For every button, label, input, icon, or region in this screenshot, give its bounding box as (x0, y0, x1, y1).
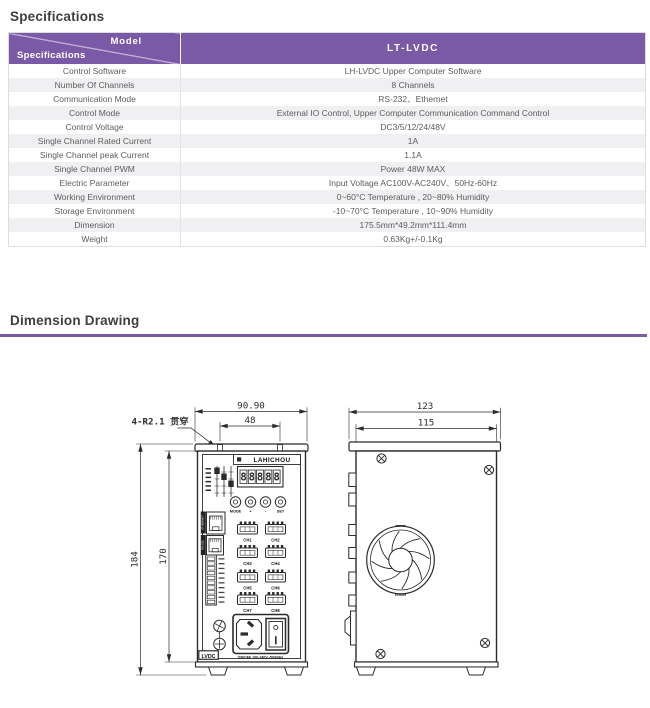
channel-label: CH7 (243, 607, 252, 613)
spec-value: Power 48W MAX (380, 163, 446, 174)
table-row (9, 120, 646, 134)
mode-button-label: MODE (229, 509, 242, 513)
mounting-slot-left (218, 444, 223, 450)
spec-value: RS-232、Ethernet (378, 93, 448, 104)
spec-label: Control Software (9, 64, 181, 78)
spec-value: 8 Channels (391, 79, 435, 90)
table-row (9, 78, 646, 92)
dim-height-inner-label: 170 (158, 547, 169, 565)
dimension-drawing-svg (0, 353, 650, 703)
case-screw-icon (484, 465, 493, 474)
mode-button-icon (230, 496, 240, 506)
channel-label: CH3 (243, 560, 252, 566)
minus-button-icon (260, 496, 270, 506)
rs232-port (200, 535, 223, 555)
model-badge-label: LVDC (201, 653, 216, 660)
plus-button-icon (245, 496, 255, 506)
hole-note-label: 4-R2.1 贯穿 (131, 416, 189, 427)
side-profile-connectors (349, 473, 356, 606)
spec-label: Single Channel Rated Current (9, 134, 181, 148)
rs232-port-label: RS-232 (201, 539, 205, 550)
case-screw-icon (376, 649, 385, 658)
table-row (9, 134, 646, 148)
brand-label: LAHICHOU (253, 456, 291, 464)
side-profile-switch (345, 611, 356, 645)
table-row (9, 92, 646, 106)
spec-label: Communication Mode (9, 92, 181, 106)
table-row (9, 218, 646, 232)
side-base (355, 662, 499, 667)
table-header-row (9, 33, 646, 65)
spec-label: Weight (9, 232, 181, 247)
channel-label: CH8 (271, 607, 280, 613)
spec-label: Control Mode (9, 106, 181, 120)
header-model-column: LT-LVDC (181, 33, 646, 65)
dimension-drawing-heading: Dimension Drawing (10, 313, 140, 328)
dim-height-label: 184 (129, 550, 141, 568)
display-digit: 8 (248, 471, 255, 484)
channel-label: CH1 (243, 537, 252, 542)
set-button-icon (275, 496, 285, 506)
spec-value: 0.63Kg+/-0.1Kg (383, 233, 443, 244)
table-row (9, 190, 646, 204)
power-switch-icon (266, 618, 286, 650)
dim-width-label: 90.90 (237, 400, 265, 411)
header-model-label: Model (110, 36, 142, 47)
front-foot (209, 667, 228, 675)
side-foot (467, 667, 486, 675)
spec-label: Working Environment (9, 190, 181, 204)
spec-value: 0~60°C Temperature , 20~80% Humidity (336, 191, 490, 202)
specifications-table (8, 32, 646, 247)
spec-label: Single Channel peak Current (9, 148, 181, 162)
table-row (9, 162, 646, 176)
spec-value: -10~70°C Temperature , 10~90% Humidity (332, 205, 494, 216)
spec-label: Electric Parameter (9, 176, 181, 190)
header-specifications-label: Specifications (17, 50, 86, 61)
dim-depth-inner-label: 115 (417, 417, 435, 428)
side-foot (357, 667, 376, 675)
front-foot (285, 667, 304, 675)
dim-slot-label: 48 (244, 414, 256, 426)
dimension-drawing (0, 353, 650, 708)
table-row (9, 148, 646, 162)
display-digit: 8 (240, 471, 247, 484)
front-base (196, 662, 308, 667)
spec-label: Single Channel PWM (9, 162, 181, 176)
segment-display (238, 466, 284, 487)
front-view (130, 400, 309, 675)
header-corner-cell (9, 33, 181, 65)
spec-label: Number Of Channels (9, 78, 181, 92)
case-screw-icon (480, 638, 489, 647)
side-view (345, 401, 501, 675)
spec-value: External IO Control, Upper Computer Communication Command Control (276, 107, 550, 118)
dim-depth-label: 123 (416, 400, 434, 412)
specifications-heading: Specifications (10, 9, 105, 24)
channel-label: CH4 (271, 560, 280, 566)
display-digit: 8 (256, 471, 264, 484)
spec-value: Input Voltage AC100V-AC240V、50Hz-60Hz (328, 177, 498, 188)
display-digit: 8 (265, 471, 272, 484)
table-row (9, 232, 646, 247)
table-row (9, 106, 646, 120)
power-inlet-module (233, 614, 289, 653)
brand-logo-icon (237, 457, 241, 461)
brand-plate (234, 454, 301, 464)
purple-divider (0, 334, 647, 337)
display-digit: 8 (273, 471, 280, 484)
spec-label: Dimension (9, 218, 181, 232)
spec-value: LH-LVDC Upper Computer Software (344, 65, 482, 76)
plus-button-label: + (249, 509, 252, 513)
table-row (9, 64, 646, 78)
set-button-label: SET (276, 509, 285, 513)
channel-label: CH5 (243, 585, 252, 590)
channel-label: CH6 (271, 585, 280, 590)
minus-button-label: - (264, 509, 267, 513)
cooling-fan-icon (367, 525, 435, 595)
spec-value: 1A (407, 135, 419, 146)
spec-value: 175.5mm*49.2mm*111.4mm (359, 219, 467, 230)
power-rating-label: ON/OFF 100-240V~50/60Hz (237, 654, 284, 659)
ethernet-port-label: ETHERNET (201, 514, 205, 530)
table-row (9, 176, 646, 190)
case-screw-icon (377, 453, 386, 462)
side-top-plate (349, 442, 501, 451)
spec-value: DC3/5/12/24/48V (380, 121, 446, 132)
spec-label: Control Voltage (9, 120, 181, 134)
spec-label: Storage Environment (9, 204, 181, 218)
ethernet-port (200, 511, 225, 534)
mounting-slot-right (278, 444, 283, 450)
channel-label: CH2 (271, 537, 280, 542)
table-row (9, 204, 646, 218)
spec-value: 1.1A (404, 149, 422, 160)
